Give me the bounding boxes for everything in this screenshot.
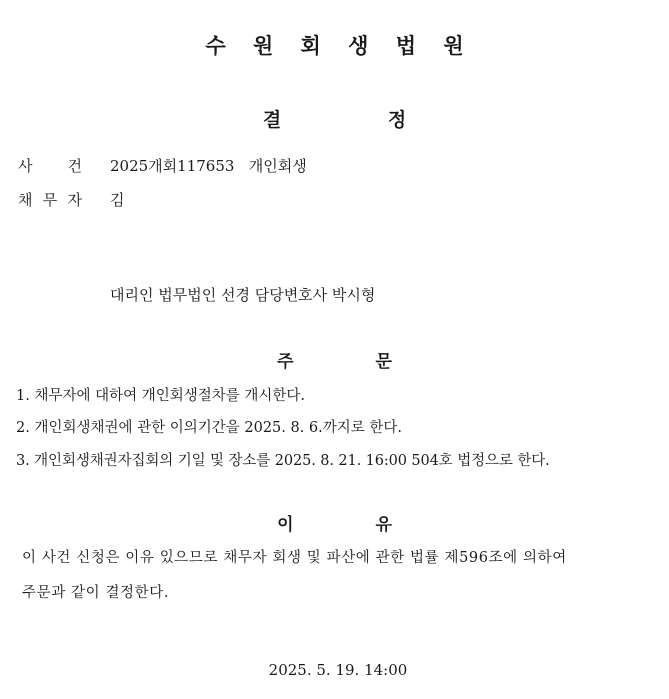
order-heading-char: 문 (375, 352, 392, 372)
reason-heading (0, 510, 669, 535)
court-name-char: 원 (252, 34, 274, 58)
document-title-char: 결 (262, 109, 282, 131)
debtor-label (18, 189, 82, 210)
order-heading (0, 347, 669, 372)
order-item: 2. 개인회생채권에 관한 이의기간을 2025. 8. 6.까지로 한다. (16, 420, 403, 436)
court-name-char: 법 (395, 34, 417, 58)
order-item: 1. 채무자에 대하여 개인회생절차를 개시한다. (16, 388, 306, 404)
debtor-label-char: 자 (67, 191, 82, 209)
agent-line: 대리인 법무법인 선경 담당변호사 박시형 (110, 286, 376, 304)
debtor-label-char: 채 (18, 191, 33, 209)
debtor-label-char: 무 (42, 191, 58, 209)
order-heading-char: 주 (277, 352, 294, 372)
court-name-char: 원 (443, 34, 464, 58)
reason-heading-char: 이 (277, 515, 294, 535)
case-label-char: 건 (67, 157, 82, 175)
decision-date: 2025. 5. 19. 14:00 (268, 661, 408, 679)
court-name-char: 회 (300, 34, 321, 58)
reason-heading-char: 유 (375, 515, 392, 535)
document-title-char: 정 (387, 109, 407, 131)
court-name-char: 생 (348, 34, 369, 58)
court-name-char: 수 (205, 34, 226, 58)
order-item: 3. 개인회생채권자집회의 기일 및 장소를 2025. 8. 21. 16:00 504호 법정으로 한다. (16, 453, 550, 469)
case-value: 2025개회117653 개인회생 (110, 157, 307, 175)
case-label-char: 사 (18, 157, 33, 175)
case-label (18, 155, 82, 176)
debtor-name: 김 (110, 191, 125, 209)
reason-text-line: 이 사건 신청은 이유 있으므로 채무자 회생 및 파산에 관한 법률 제596조에 의하여 (22, 550, 567, 566)
document-title (0, 105, 669, 132)
court-name (0, 30, 669, 60)
reason-text-line: 주문과 같이 결정한다. (22, 585, 170, 601)
